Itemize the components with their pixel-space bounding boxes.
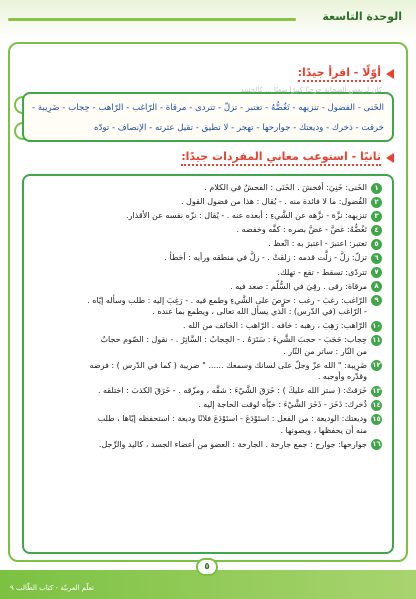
definition-main: تنزيهه: نزَّهَ - نزَّهه عن الشَّيءِ : أبعده عنه . - يُقال : نزّه نفسه عن الأقذار.: [126, 211, 367, 221]
item-number-badge: ٣: [371, 211, 382, 222]
definition-main: الرّاغب: رغبَ - رغب : حرَصَ على الشَّيءِ وطمع فيه . - رَغِبَ إليه : طلب وسأله إيّاه .: [87, 295, 367, 305]
definition-text: [32, 238, 367, 249]
definition-main: ذُخرك: ذَخَرَ - ذَخَرَ الشَّيْءَ : خبّأه لوقت الحاجة إليه .: [198, 400, 367, 410]
section1-title: أوّلًا - اقرأ جيدًا:: [298, 66, 381, 82]
definitions-box: [22, 174, 394, 554]
definition-text: [32, 267, 367, 278]
definition-text: [32, 182, 367, 193]
item-number-badge: ١: [371, 183, 382, 194]
definition-main: الخَنى: خَنِيَ: أفحشَ . الخَنَى : الفحشُ في الكلام .: [204, 183, 367, 192]
definition-continuation: من النّار : ساتر من النّار .: [283, 346, 367, 356]
item-number-badge: ٧: [371, 267, 382, 278]
definition-row: [32, 334, 382, 357]
item-number-badge: ١٥: [372, 414, 381, 423]
item-number-badge: ١٤: [372, 400, 381, 409]
ghost-text: كان لـ بعض الصحابة حرجـًا كبيرًا صعبًا ... كالجسد: [240, 86, 382, 94]
definition-row: [32, 182, 382, 194]
item-number-badge: ٤: [371, 225, 382, 236]
book-title: تعلّم العربيّة - كتاب الطّالب ٩: [10, 584, 94, 592]
page-number: ٥: [196, 558, 218, 576]
item-number-badge: ١٦: [372, 440, 381, 449]
item-number-badge: ٢: [371, 197, 382, 208]
definition-continuation: - الرّاغب (في الدّرس) : الّذي يسأل الله تعالى ، ويطمع بما عنده .: [152, 307, 367, 317]
definition-continuation: منه أن يحفظها ، ويصونها .: [280, 425, 367, 435]
definition-main: وديعتك: الوديعة : من الفعل : استَوْدَعَ - استَوْدَعَ فلانًا وديعة : استحفظه إيّاها ، طلب: [97, 414, 367, 424]
definition-row: [32, 360, 382, 383]
item-number-badge: ١٣: [372, 386, 381, 395]
definition-text: [32, 224, 367, 235]
item-number-badge: ٩: [371, 295, 382, 306]
item-number-badge: ١٠: [372, 321, 381, 330]
definition-text: [32, 320, 367, 331]
definition-row: [32, 320, 382, 332]
definition-text: [32, 439, 367, 450]
definition-row: [32, 196, 382, 208]
definition-row: [32, 281, 382, 293]
definition-main: مرقاة: رقى . رقِيَ في السُّلّم : صعد فيه .: [230, 281, 367, 291]
definition-main: خَرَقتْ: ( ستر الله عليكَ ) : خَرَقَ الشَّيْءَ : شقَّه ، ومزّقه . - خَرَقَ الكذبَ : اختلقه .: [97, 386, 367, 396]
definition-text: [32, 399, 367, 410]
definition-main: الفُضول: ما لا فائدة منه . - يُقال : هذا من فضول القول .: [180, 197, 367, 207]
definition-text: [32, 196, 367, 207]
definition-text: [32, 252, 367, 263]
definition-row: [32, 252, 382, 264]
arrow-icon: [386, 69, 394, 79]
item-number-badge: ٦: [371, 253, 382, 264]
definition-text: [32, 360, 367, 383]
definition-main: تعتبر: اعتبرَ - اعتبرَ به : اتّعظ .: [268, 239, 367, 249]
definition-main: حِجاب: حَجَبَ - حجبَ الشَّيءَ : سَتَرَهُ . - الحِجابُ : السَّاتِرُ . - نقول : الصّوم حجابٌ: [100, 335, 367, 345]
definition-row: [32, 439, 382, 451]
item-number-badge: ٥: [371, 239, 382, 250]
section2-heading: [181, 150, 394, 166]
definition-text: [32, 413, 367, 436]
definition-text: [32, 281, 367, 292]
header-rule: [8, 18, 296, 21]
vocab-words: الخَنى - الفضول - تنزيهه - تَغُضُّهُ - تعتبر - تزلّ - تتردى - مرقاة - الرّاغب - الرّاهب - حِجاب - ضَرِيبة - خرقت - ذخرك - وديعتك - جوارحها - تهجر - لا تطيق - تقيل عثرته - الإنصاف - تودّه: [32, 103, 384, 133]
definition-text: [32, 295, 367, 318]
definition-row: [32, 267, 382, 279]
section2-title: ثانيًا - استوعب معاني المفردات جيدًا:: [181, 150, 381, 166]
item-number-badge: ٨: [371, 281, 382, 292]
definition-main: تتردّى: تسقط - تقع - تهلك.: [277, 267, 367, 277]
vocab-words-box: [22, 86, 394, 142]
definition-main: تزلّ: زلَّ - زلَّت قدمه : زلقتْ . - زلَّ في منطقه ورأيه : أخطأ .: [164, 253, 367, 263]
definition-main: جوارحها: جوارح : جمع جارحة . الجارحة : العضو من أعضاء الجسد ، كاليد والرِّجل.: [98, 439, 367, 449]
header-band: [0, 0, 416, 40]
definition-row: [32, 295, 382, 318]
definition-row: [32, 399, 382, 411]
definition-row: [32, 224, 382, 236]
definition-text: [32, 210, 367, 221]
item-number-badge: ١١: [372, 335, 381, 344]
definition-main: الرّاهب: رَهِبَ ، رهبه : خافه . الرّاهب : الخائف من الله .: [183, 321, 367, 331]
definition-row: [32, 385, 382, 397]
definition-main: تَغُضُّهُ: غضَّ - غضَّ بصره : كفَّه وخفضه .: [236, 225, 367, 235]
definition-row: [32, 238, 382, 250]
definition-text: [32, 334, 367, 357]
definition-main: ضَرِيبة: " الله عزّ وجلّ على لسانك وسمعك ...... " ضريبة ( كما في الدّرس ) : فرضه: [89, 360, 367, 370]
item-number-badge: ١٢: [372, 361, 381, 370]
definition-text: [32, 385, 367, 396]
arrow-icon: [386, 153, 394, 163]
definition-row: [32, 413, 382, 436]
definition-row: [32, 210, 382, 222]
unit-title: الوحدة التاسعة: [322, 10, 402, 23]
definition-continuation: وقدّره وأوجبه .: [317, 372, 367, 382]
definitions-list: [32, 182, 382, 450]
